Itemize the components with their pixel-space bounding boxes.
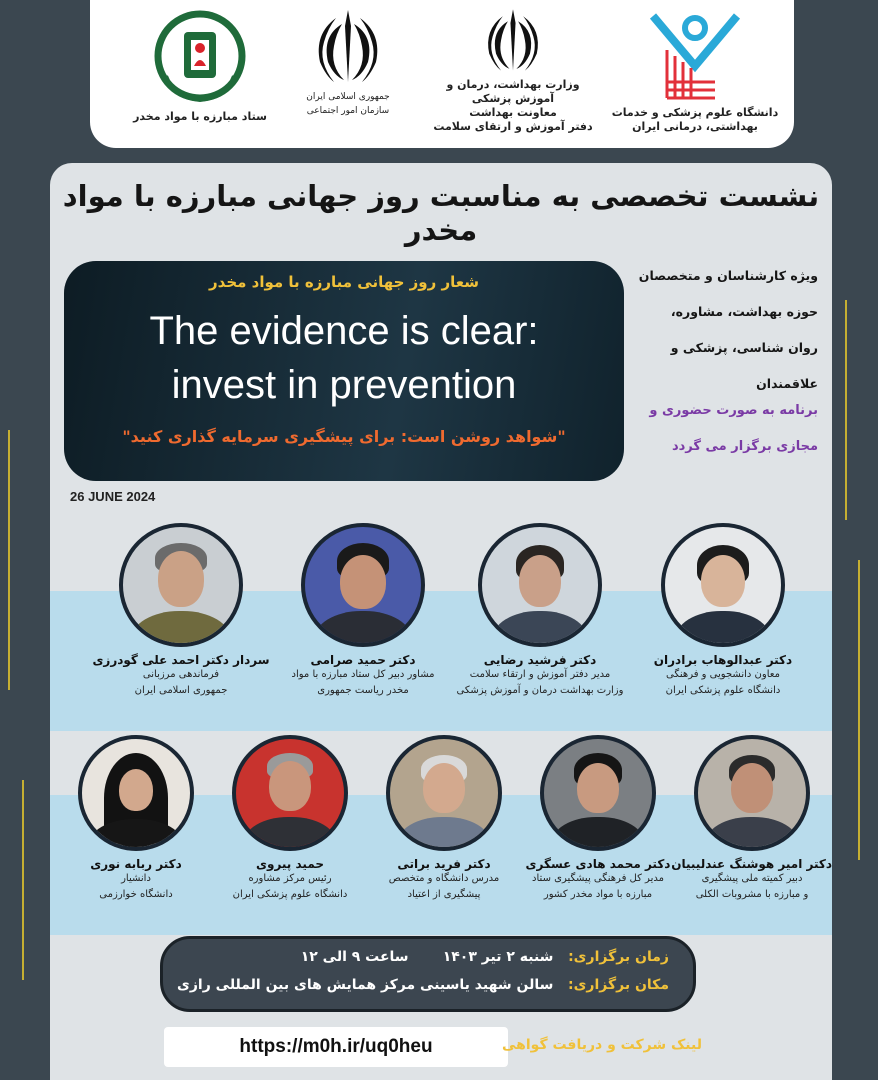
speaker-name: دکتر فرشید رضایی: [483, 653, 597, 667]
event-time-row: [301, 949, 669, 965]
iran-emblem-logo-left: [288, 6, 408, 118]
place-label: مکان برگزاری:: [568, 977, 669, 993]
ministry-caption-1: وزارت بهداشت، درمان و آموزش پزشکی: [446, 78, 580, 105]
speaker-role: دانشگاه خوارزمی: [99, 889, 173, 900]
event-date: 26 JUNE 2024: [70, 489, 156, 504]
emblem-caption-1: جمهوری اسلامی ایران: [306, 92, 390, 102]
event-mode-text: [628, 393, 818, 465]
speaker-card: [440, 523, 640, 699]
speaker-role: مشاور دبیر کل ستاد مبارزه با مواد: [291, 669, 435, 680]
speaker-role: و مبارزه با مشروبات الکلی: [695, 889, 809, 900]
logos-header: [90, 0, 794, 148]
iums-logo: [600, 6, 790, 134]
drug-control-emblem-icon: [154, 6, 246, 106]
speaker-photo: [119, 523, 243, 647]
speaker-card: [268, 523, 458, 699]
registration-link-caption: لینک شرکت و دریافت گواهی: [502, 1037, 702, 1053]
speaker-name: حمید پیروی: [255, 857, 325, 871]
speaker-photo: [232, 735, 348, 851]
audience-text: [628, 258, 818, 402]
mode-line: مجازی برگزار می گردد: [671, 439, 818, 454]
speaker-role: دانشیار: [121, 873, 151, 884]
speaker-role: جمهوری اسلامی ایران: [134, 685, 228, 696]
speaker-name: دکتر محمد هادی عسگری: [525, 857, 671, 871]
speaker-card: [518, 735, 678, 903]
time-label: زمان برگزاری:: [568, 949, 669, 965]
time-hours: ساعت ۹ الی ۱۲: [300, 949, 409, 965]
speaker-photo: [301, 523, 425, 647]
slogan-heading: شعار روز جهانی مبارزه با مواد مخدر: [209, 273, 479, 291]
speaker-name: دکتر امیر هوشنگ عندلیبیان: [671, 857, 832, 871]
main-panel: [50, 163, 832, 1080]
speaker-role: مخدر ریاست جمهوری: [317, 685, 409, 696]
time-value: شنبه ۲ تیر ۱۴۰۳: [442, 949, 554, 965]
speaker-role: مدرس دانشگاه و متخصص: [388, 873, 500, 884]
speaker-role: مبارزه با مواد مخدر کشور: [543, 889, 653, 900]
speaker-role: دبیر کمیته ملی پیشگیری: [701, 873, 803, 884]
event-place-row: [177, 977, 669, 993]
decor-line: [8, 430, 10, 690]
speaker-photo: [478, 523, 602, 647]
iran-emblem-icon: [308, 6, 388, 86]
event-title: نشست تخصصی به مناسبت روز جهانی مبارزه با مواد مخدر: [62, 179, 820, 247]
speaker-name: دکتر حمید صرامی: [310, 653, 416, 667]
speaker-photo: [78, 735, 194, 851]
speaker-role: دانشگاه علوم پزشکی ایران: [232, 889, 348, 900]
speaker-role: پیشگیری از اعتیاد: [407, 889, 481, 900]
speaker-role: وزارت بهداشت درمان و آموزش پزشکی: [456, 685, 624, 696]
drug-control-logo: [130, 6, 270, 124]
audience-line: روان شناسی، پزشکی و علاقمندان: [670, 340, 818, 391]
speaker-name: سردار دکتر احمد علی گودرزی: [92, 653, 270, 667]
speaker-role: فرماندهی مرزبانی: [142, 669, 220, 680]
iran-emblem-icon: [473, 6, 553, 74]
mode-line: برنامه به صورت حضوری و: [649, 403, 818, 418]
speaker-role: معاون دانشجویی و فرهنگی: [666, 669, 780, 680]
speaker-name: دکتر ربابه نوری: [90, 857, 182, 871]
speaker-card: [86, 523, 276, 699]
decor-line: [858, 560, 860, 860]
speaker-role: رئیس مرکز مشاوره: [248, 873, 332, 884]
slogan-english-line-2: invest in prevention: [171, 363, 517, 407]
health-ministry-logo: [428, 6, 598, 134]
slogan-english-line-1: The evidence is clear:: [149, 309, 539, 353]
ministry-caption-2: معاونت بهداشت: [469, 106, 557, 119]
speaker-card: [210, 735, 370, 903]
speaker-card: [56, 735, 216, 903]
slogan-box: [64, 261, 624, 481]
ministry-caption-3: دفتر آموزش و ارتقای سلامت: [433, 120, 593, 133]
speaker-photo: [386, 735, 502, 851]
speaker-photo: [540, 735, 656, 851]
decor-line: [22, 780, 24, 980]
registration-link-box[interactable]: [164, 1027, 508, 1067]
speaker-name: دکتر عبدالوهاب برادران: [653, 653, 793, 667]
speaker-card: [672, 735, 832, 903]
speaker-name: دکتر فرید براتی: [397, 857, 491, 871]
drug-control-caption: ستاد مبارزه با مواد مخدر: [133, 110, 267, 123]
speaker-photo: [694, 735, 810, 851]
speaker-role: مدیر دفتر آموزش و ارتقاء سلامت: [469, 669, 611, 680]
registration-link[interactable]: https://m0h.ir/uq0heu: [239, 1036, 433, 1057]
iums-caption: دانشگاه علوم پزشکی و خدمات بهداشتی، درمانی ایران: [611, 106, 779, 133]
speaker-role: مدیر کل فرهنگی پیشگیری ستاد: [532, 873, 664, 884]
speaker-photo: [661, 523, 785, 647]
place-value: سالن شهید یاسینی مرکز همایش های بین المللی رازی: [177, 977, 554, 993]
decor-line: [845, 300, 847, 520]
slogan-translation: "شواهد روشن است: برای پیشگیری سرمایه گذاری کنید": [122, 427, 566, 446]
audience-line: ویژه کارشناسان و متخصصان: [638, 268, 818, 283]
event-info-bar: [160, 936, 696, 1012]
speaker-role: دانشگاه علوم پزشکی ایران: [665, 685, 781, 696]
speaker-card: [628, 523, 818, 699]
speaker-card: [364, 735, 524, 903]
audience-line: حوزه بهداشت، مشاوره،: [670, 304, 818, 319]
iums-emblem-icon: [645, 6, 745, 102]
emblem-caption-2: سازمان امور اجتماعی: [306, 106, 390, 116]
